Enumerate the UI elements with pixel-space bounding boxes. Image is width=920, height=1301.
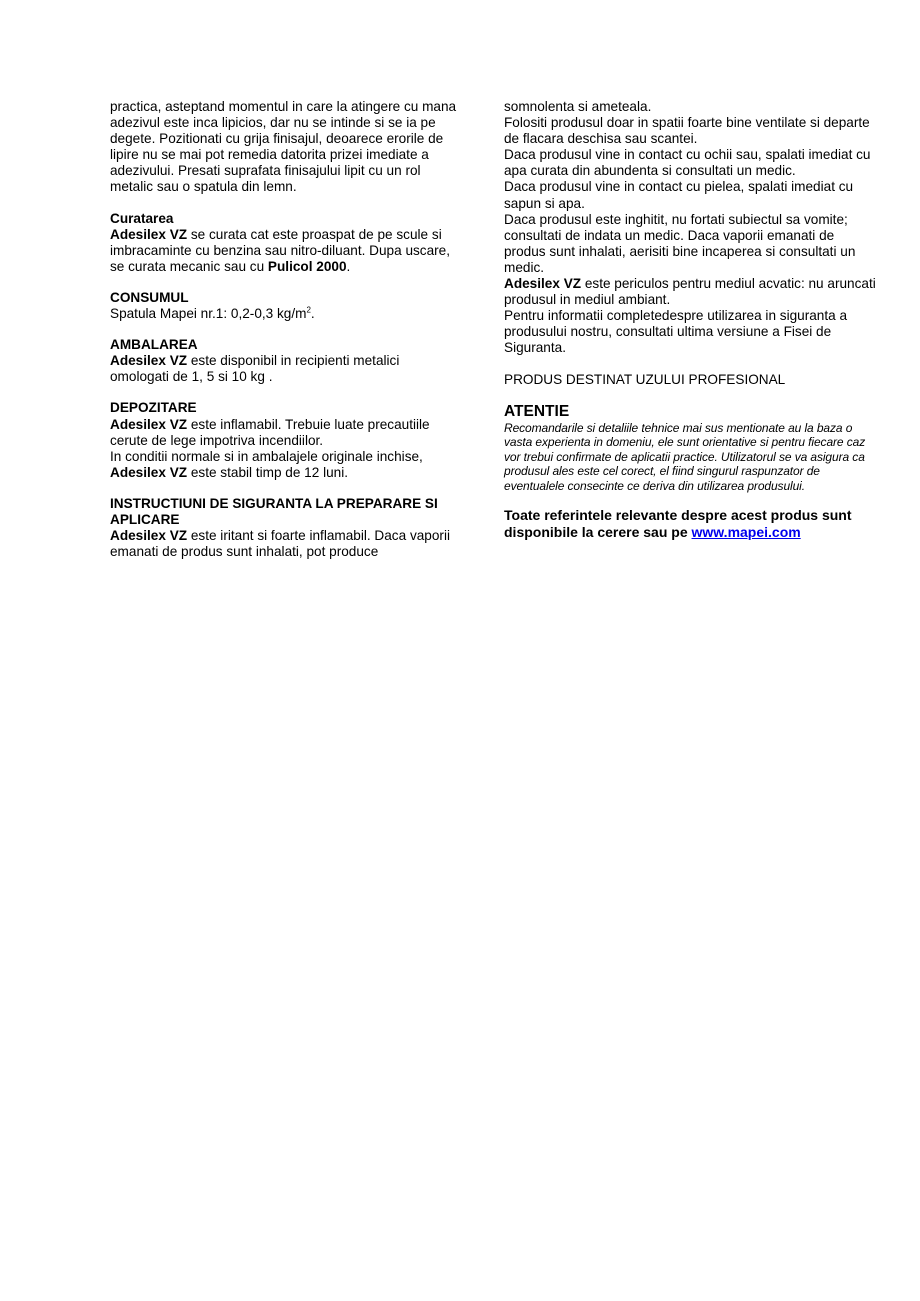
consumul-text: Spatula Mapei nr.1: 0,2-0,3 $kg/m^2$. (110, 305, 315, 322)
section-heading-ambalarea: AMBALAREA (110, 337, 198, 353)
safety-line: Daca produsul este inghitit, nu fortati subiectul sa vomite; consultati de indata un medic. Daca vaporii emanati de produs sunt inhalati, aerisiti bine incaperea si consultati un medic. (504, 211, 856, 275)
right-column (504, 99, 876, 540)
section-curatarea (110, 211, 462, 275)
curatarea-text: Adesilex VZ se curata cat este proaspat de pe scule si imbracaminte cu benzina sau nitro-diluant. Dupa uscare, se curata mecanic sau cu Pulicol 2000. (110, 226, 451, 274)
intro-paragraph: practica, asteptand momentul in care la atingere cu mana adezivul este inca lipicios, dar nu se intinde si se ia pe degete. Pozitionati cu grija finisajul, deoarece erorile de lipire nu se mai pot remedia datorita prizei imediate a adezivului. Presati suprafata finisajului lipit cu un rol metalic sau o spatula din lemn. (110, 99, 457, 195)
atentie-disclaimer: Recomandarile si detaliile tehnice mai sus mentionate au la baza o vasta experienta in domeniu, ele sunt orientative si pentru fiecare caz vor trebui confirmate de aplicatii practice. Utilizatorul se va asigura ca produsul ales este cel corect, el fiind singurul raspunzator de eventualele consecinte ce deriva din utilizarea produsului. (504, 420, 866, 493)
section-depozitare (110, 400, 462, 480)
safety-line: Daca produsul vine in contact cu pielea, spalati imediat cu sapun si apa. (504, 179, 854, 211)
atentie-heading: ATENTIE (504, 402, 570, 420)
section-heading-instructiuni: INSTRUCTIUNI DE SIGURANTA LA PREPARARE SI APLICARE (110, 495, 438, 527)
section-heading-curatarea: Curatarea (110, 210, 174, 226)
section-heading-depozitare: DEPOZITARE (110, 400, 197, 416)
section-consumul (110, 290, 462, 322)
product-name: Adesilex VZ (504, 276, 582, 292)
product-name: Adesilex VZ (110, 353, 188, 369)
safety-paragraph (504, 99, 876, 357)
professional-use-note: PRODUS DESTINAT UZULUI PROFESIONAL (504, 371, 786, 387)
environment-warning: Adesilex VZ este periculos pentru mediul acvatic: nu aruncati produsul in mediul ambiant. (504, 276, 876, 308)
mapei-website-link[interactable]: www.mapei.com (691, 523, 801, 540)
instructiuni-text: Adesilex VZ este iritant si foarte inflamabil. Daca vaporii emanati de produs sunt inhalati, pot produce (110, 528, 450, 560)
section-ambalarea (110, 337, 462, 385)
ambalarea-text: Adesilex VZ este disponibil in recipienti metalici omologati de 1, 5 si 10 kg . (110, 353, 400, 385)
depozitare-text-3: Adesilex VZ este stabil timp de 12 luni. (110, 464, 349, 480)
safety-line: Folositi produsul doar in spatii foarte bine ventilate si departe de flacara deschisa sau scantei. (504, 115, 870, 147)
safety-line: somnolenta si ameteala. (504, 99, 652, 114)
section-heading-consumul: CONSUMUL (110, 289, 189, 305)
depozitare-text-1: Adesilex VZ este inflamabil. Trebuie luate precautiile cerute de lege impotriva incendiilor. (110, 416, 430, 448)
product-name: Adesilex VZ (110, 416, 188, 432)
product-name-pulicol: Pulicol 2000 (267, 258, 347, 274)
product-name: Adesilex VZ (110, 464, 188, 480)
safety-line: Daca produsul vine in contact cu ochii sau, spalati imediat cu apa curata din abundenta si consultati un medic. (504, 147, 871, 179)
section-instructiuni (110, 496, 462, 560)
product-name: Adesilex VZ (110, 528, 188, 544)
left-column (110, 99, 462, 575)
safety-info: Pentru informatii completedespre utilizarea in siguranta a produsului nostru, consultati ultima versiune a Fisei de Siguranta. (504, 308, 848, 356)
depozitare-text-2: In conditii normale si in ambalajele originale inchise, (110, 448, 423, 464)
product-name: Adesilex VZ (110, 226, 188, 242)
references-note: Toate referintele relevante despre acest produs sunt disponibile la cerere sau pe www.mapei.com (504, 507, 852, 540)
